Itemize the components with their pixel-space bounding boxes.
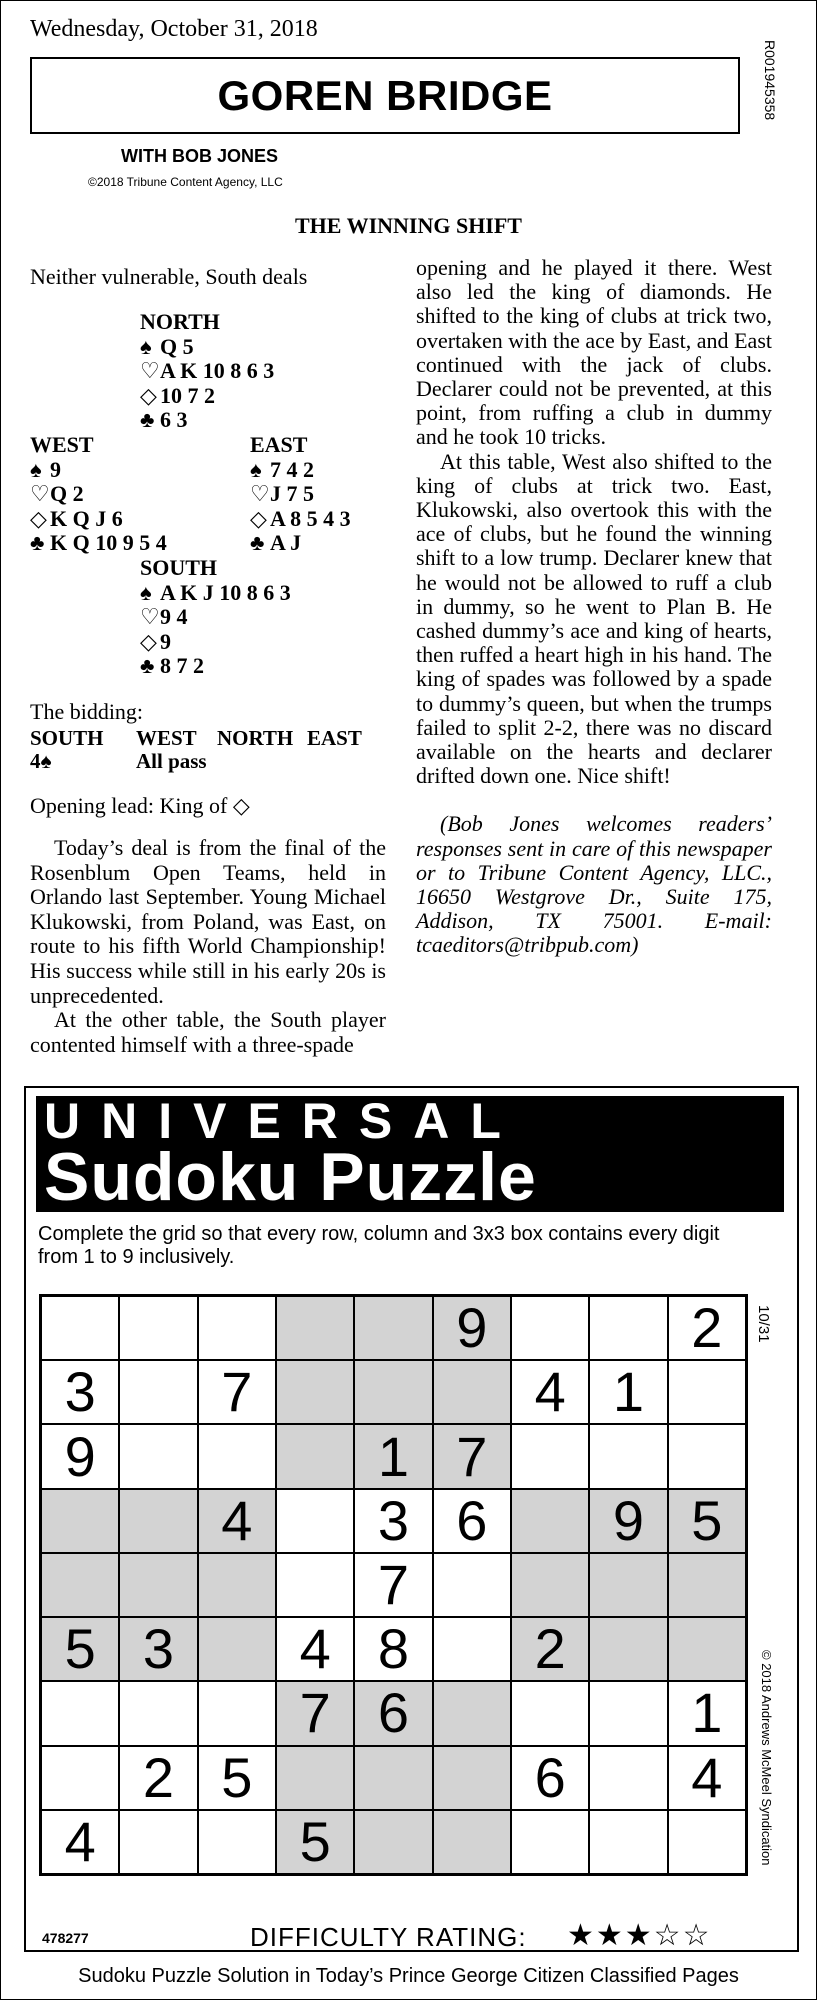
sudoku-cell	[119, 1553, 197, 1617]
sudoku-cell	[119, 1360, 197, 1424]
east-spades: 7 4 2	[270, 456, 314, 482]
sudoku-cell	[198, 1424, 276, 1488]
north-hearts: A K 10 8 6 3	[160, 358, 275, 384]
sudoku-cell: 3	[119, 1617, 197, 1681]
heart-icon: ♡	[140, 358, 160, 384]
sudoku-cell	[511, 1296, 589, 1360]
sudoku-cell	[41, 1681, 119, 1745]
club-icon: ♣	[30, 530, 45, 556]
article-column-1	[30, 836, 386, 1057]
sudoku-cell	[668, 1553, 746, 1617]
sudoku-cell: 3	[41, 1360, 119, 1424]
east-label: EAST	[250, 432, 308, 457]
west-spades: 9	[50, 456, 61, 482]
sudoku-cell	[668, 1360, 746, 1424]
puzzle-date: 10/31	[755, 1305, 772, 1343]
sudoku-cell	[198, 1296, 276, 1360]
sudoku-cell	[354, 1296, 432, 1360]
sudoku-cell	[119, 1681, 197, 1745]
sudoku-cell	[589, 1553, 667, 1617]
sudoku-cell: 4	[198, 1489, 276, 1553]
sudoku-cell	[589, 1296, 667, 1360]
sudoku-cell	[198, 1617, 276, 1681]
sudoku-cell	[668, 1810, 746, 1874]
sudoku-cell	[276, 1360, 354, 1424]
north-spades: Q 5	[160, 333, 194, 359]
opening-lead: Opening lead: King of ◇	[30, 793, 250, 818]
difficulty-label: DIFFICULTY RATING:	[250, 1922, 527, 1952]
paragraph: Today’s deal is from the final of the Rosenblum Open Teams, held in Orlando last September. Young Michael Klukowski, from Poland, was East, on route to his fifth World Championship! His success while still in his early 20s is unprecedented.	[30, 835, 386, 1008]
sudoku-cell	[276, 1489, 354, 1553]
sudoku-cell	[198, 1681, 276, 1745]
west-label: WEST	[30, 432, 94, 457]
sudoku-cell: 4	[668, 1746, 746, 1810]
article-column-2	[416, 256, 772, 958]
sudoku-cell: 6	[511, 1746, 589, 1810]
sudoku-cell: 9	[433, 1296, 511, 1360]
sudoku-cell	[433, 1681, 511, 1745]
heart-icon: ♡	[140, 604, 160, 630]
east-hearts: J 7 5	[270, 481, 314, 507]
sudoku-cell	[41, 1296, 119, 1360]
sudoku-cell: 9	[589, 1489, 667, 1553]
sudoku-cell	[276, 1296, 354, 1360]
north-label: NORTH	[140, 309, 220, 334]
sudoku-cell	[119, 1424, 197, 1488]
sudoku-cell: 7	[198, 1360, 276, 1424]
deal-conditions: Neither vulnerable, South deals	[30, 264, 308, 289]
sudoku-cell: 4	[41, 1810, 119, 1874]
puzzle-number: 478277	[42, 1930, 89, 1946]
paragraph: At the other table, the South player contented himself with a three-spade	[30, 1007, 386, 1057]
sudoku-brand: UNIVERSAL	[44, 1093, 522, 1149]
north-hand	[140, 310, 274, 433]
bidding-header-east: EAST	[307, 726, 362, 750]
south-clubs: 8 7 2	[160, 653, 204, 679]
south-hand	[140, 556, 291, 679]
sudoku-cell	[589, 1810, 667, 1874]
paragraph: opening and he played it there. West also led the king of diamonds. He shifted to the king of clubs at trick two, overtaken with the ace by East, and East continued with the jack of clubs. Declarer could not be prevented, at this point, from ruffing a club in dummy and he took 10 tricks.	[416, 255, 772, 450]
heart-icon: ♡	[30, 481, 50, 507]
south-label: SOUTH	[140, 555, 218, 580]
sudoku-cell	[511, 1489, 589, 1553]
diamond-icon: ◇	[250, 505, 267, 531]
bidding-label: The bidding:	[30, 699, 144, 724]
copyright-line: ©2018 Tribune Content Agency, LLC	[88, 175, 283, 189]
sudoku-cell: 1	[668, 1681, 746, 1745]
west-clubs: K Q 10 9 5 4	[50, 530, 167, 556]
sudoku-grid	[39, 1294, 748, 1876]
club-icon: ♣	[250, 530, 265, 556]
sudoku-cell	[119, 1810, 197, 1874]
sudoku-cell: 5	[41, 1617, 119, 1681]
sudoku-cell	[433, 1553, 511, 1617]
sudoku-cell	[511, 1810, 589, 1874]
document-code: R001945358	[762, 40, 778, 121]
sudoku-title: Sudoku Puzzle	[44, 1139, 537, 1215]
sudoku-cell	[276, 1424, 354, 1488]
sudoku-cell	[41, 1553, 119, 1617]
sudoku-cell: 7	[276, 1681, 354, 1745]
difficulty-stars-icon: ★★★☆☆	[567, 1919, 712, 1952]
sudoku-cell	[589, 1617, 667, 1681]
sudoku-cell	[668, 1617, 746, 1681]
sudoku-cell	[354, 1810, 432, 1874]
heart-icon: ♡	[250, 481, 270, 507]
south-spades: A K J 10 8 6 3	[160, 579, 291, 605]
bidding-header-north: NORTH	[217, 726, 294, 750]
sudoku-cell: 5	[668, 1489, 746, 1553]
sudoku-cell: 8	[354, 1617, 432, 1681]
sudoku-cell	[589, 1424, 667, 1488]
sudoku-cell: 2	[511, 1617, 589, 1681]
bidding-header-west: WEST	[136, 726, 197, 750]
reader-note: (Bob Jones welcomes readers’ responses sent in care of this newspaper or to Tribune Content Agency, LLC., 16650 Westgrove Dr., Suite 175, Addison, TX 75001. E-mail: tcaeditors@tribpub.com)	[416, 811, 772, 958]
sudoku-cell: 4	[511, 1360, 589, 1424]
sudoku-cell	[41, 1746, 119, 1810]
footer-note: Sudoku Puzzle Solution in Today’s Prince George Citizen Classified Pages	[78, 1965, 739, 1987]
north-clubs: 6 3	[160, 407, 188, 433]
sudoku-cell: 2	[119, 1746, 197, 1810]
sudoku-cell: 5	[198, 1746, 276, 1810]
diamond-icon: ◇	[140, 382, 157, 408]
east-clubs: A J	[270, 530, 302, 556]
spade-icon: ♠	[140, 333, 152, 359]
sudoku-cell: 3	[354, 1489, 432, 1553]
sudoku-cell: 4	[276, 1617, 354, 1681]
article-headline: THE WINNING SHIFT	[295, 213, 522, 238]
sudoku-instructions: Complete the grid so that every row, column and 3x3 box contains every digit from 1 to 9 inclusively.	[38, 1223, 720, 1268]
column-title: GOREN BRIDGE	[30, 57, 740, 134]
sudoku-cell: 6	[433, 1489, 511, 1553]
sudoku-cell	[511, 1553, 589, 1617]
sudoku-cell	[589, 1746, 667, 1810]
syndication-credit: © 2018 Andrews McMeel Syndication	[759, 1650, 774, 1866]
sudoku-cell	[198, 1810, 276, 1874]
sudoku-cell	[119, 1489, 197, 1553]
west-hearts: Q 2	[50, 481, 84, 507]
north-diamonds: 10 7 2	[160, 382, 215, 408]
diamond-icon: ◇	[140, 628, 157, 654]
sudoku-cell	[354, 1360, 432, 1424]
paragraph: At this table, West also shifted to the king of clubs at trick two. East, Klukowski, also overtook this with the ace of clubs, but he found the winning shift to a low trump. Declarer knew that he would not be allowed to ruff a club in dummy, so he went to Plan B. He cashed dummy’s ace and king of hearts, then ruffed a heart high in his hand. The king of spades was followed by a spade to dummy’s queen, but when the trumps failed to split 2-2, there was no discard available on the hearts and declarer drifted down one. Nice shift!	[416, 448, 772, 789]
sudoku-cell: 7	[354, 1553, 432, 1617]
sudoku-cell	[354, 1746, 432, 1810]
south-hearts: 9 4	[160, 604, 188, 630]
sudoku-cell	[511, 1681, 589, 1745]
west-hand	[30, 433, 167, 556]
sudoku-cell	[433, 1810, 511, 1874]
south-diamonds: 9	[160, 628, 171, 654]
sudoku-cell	[198, 1553, 276, 1617]
byline: WITH BOB JONES	[121, 146, 279, 166]
club-icon: ♣	[140, 653, 155, 679]
spade-icon: ♠	[140, 579, 152, 605]
sudoku-cell	[276, 1746, 354, 1810]
club-icon: ♣	[140, 407, 155, 433]
sudoku-cell: 1	[354, 1424, 432, 1488]
sudoku-cell: 7	[433, 1424, 511, 1488]
spade-icon: ♠	[30, 456, 42, 482]
sudoku-cell	[433, 1617, 511, 1681]
diamond-icon: ◇	[30, 505, 47, 531]
sudoku-cell	[433, 1746, 511, 1810]
spade-icon: ♠	[250, 456, 262, 482]
sudoku-cell	[511, 1424, 589, 1488]
sudoku-cell	[589, 1681, 667, 1745]
sudoku-cell: 5	[276, 1810, 354, 1874]
sudoku-cell: 9	[41, 1424, 119, 1488]
sudoku-cell	[41, 1489, 119, 1553]
publication-date: Wednesday, October 31, 2018	[30, 16, 318, 42]
sudoku-cell	[119, 1296, 197, 1360]
west-bid: All pass	[136, 749, 207, 773]
sudoku-banner	[36, 1093, 784, 1215]
sudoku-cell	[433, 1360, 511, 1424]
bidding-header-south: SOUTH	[30, 726, 104, 750]
sudoku-cell: 1	[589, 1360, 667, 1424]
sudoku-cell: 6	[354, 1681, 432, 1745]
east-hand	[250, 433, 351, 556]
west-diamonds: K Q J 6	[50, 505, 123, 531]
south-bid: 4♠	[30, 749, 52, 773]
sudoku-cell	[276, 1553, 354, 1617]
sudoku-cell: 2	[668, 1296, 746, 1360]
sudoku-cell	[668, 1424, 746, 1488]
east-diamonds: A 8 5 4 3	[270, 505, 351, 531]
